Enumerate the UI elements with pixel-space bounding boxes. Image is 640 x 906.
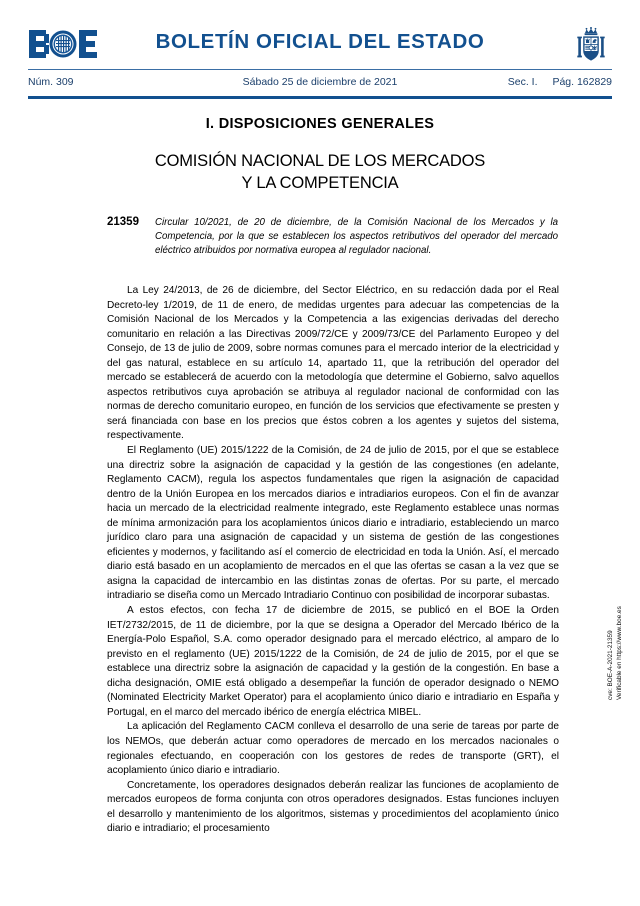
body-paragraph: A estos efectos, con fecha 17 de diciembre de 2015, se publicó en el BOE la Orden IET/2732/2015, de 11 de diciembre, por la que se designa a Operador del Mercado Ibérico de la Energía-Polo Español, S.A. como operador designado para el mercado eléctrico, al amparo de lo previsto en el reglamento (UE) 2015/1222 de la Comisión, de 24 de julio de 2015, por el que se establece una directriz sobre la asignación de capacidad y la gestión de la congestión. En base a dicha designación, OMIE está obligado a desempeñar la función de operador designado o NEMO (Nominated Electricity Market Operator) para el acoplamiento único diario e intradiario en España y Portugal, en el marco del mercado ibérico de energía eléctrica MIBEL. bbox=[107, 605, 559, 718]
entry-block bbox=[107, 216, 558, 259]
page-number: Pág. 162829 bbox=[552, 76, 612, 88]
header-meta-right bbox=[508, 76, 612, 88]
header-rule-thick bbox=[28, 96, 612, 99]
entry-number: 21359 bbox=[107, 216, 139, 228]
entry-summary: Circular 10/2021, de 20 de diciembre, de la Comisión Nacional de los Mercados y la Competencia, por la que se establecen los aspectos retributivos del operador del mercado eléctrico atribuidos por normativa europea al regulador nacional. bbox=[155, 217, 558, 257]
section-label: Sec. I. bbox=[507, 76, 538, 88]
body-paragraph: El Reglamento (UE) 2015/1222 de la Comisión, de 24 de julio de 2015, por el que se establece una directriz sobre la asignación de capacidad y la gestión de las congestiones (en adelante, Reglamento CACM), regula los aspectos fundamentales que rigen la asignación de capacidad dentro de la Unión Europea en los mercados diarios e intradiarios europeos. Con el fin de avanzar hacia un mercado de la electricidad realmente integrado, este Reglamento establece unas normas de mínima armonización para los acoplamientos únicos diario e intradiario, estableciendo un marco jurídico claro para una asignación de capacidad y un sistema de gestión de las congestiones eficientes y modernos, y facilitando así el comercio de electricidad en toda la Unión. Así, el mercado diario está basado en un acoplamiento de mercados en el que las ofertas se casan a la vez que se asigna la capacidad de intercambio en las distintas zonas de ofertas. Por su parte, el mercado intradiario se diseña como un Mercado Intradiario Continuo con posibilidad de incorporar subastas. bbox=[107, 445, 559, 602]
body-paragraph: Concretamente, los operadores designados deberán realizar las funciones de acoplamiento de mercados europeos de forma conjunta con otros operadores designados. Estas funciones incluyen el desarrollo y mantenimiento de los algoritmos, sistemas y procedimientos del acoplamiento único diario e intradiario; el procesamiento bbox=[107, 779, 559, 835]
verification-url: Verificable en https://www.boe.es bbox=[616, 606, 623, 700]
body-text bbox=[107, 284, 559, 837]
body-paragraph: La Ley 24/2013, de 26 de diciembre, del Sector Eléctrico, en su redacción dada por el Real Decreto-ley 1/2019, de 11 de enero, de medidas urgentes para adecuar las competencias de la Comisión Nacional de los Mercados y la Competencia a las exigencias derivadas del derecho comunitario en relación a las Directivas 2009/72/CE y 2009/73/CE del Parlamento Europeo y del Consejo, de 13 de julio de 2009, sobre normas comunes para el mercado interior de la electricidad y del gas natural, establece en su artículo 14, apartado 11, que la retribución del operador del mercado se establecerá de acuerdo con la metodología que determine el Gobierno, salvo aquellos aspectos retributivos cuya aprobación se atribuya al regulador nacional de conformidad con las normas de derecho comunitario europeo, en función de los servicios que efectivamente se presten y será financiada con base en los precios que éstos cobren a los agentes y sujetos del sistema, respectivamente. bbox=[107, 285, 559, 442]
issue-number: Núm. 309 bbox=[28, 76, 74, 88]
body-paragraph: La aplicación del Reglamento CACM conlleva el desarrollo de una serie de tareas por parte de los NEMOs, que deberán actuar como operadores de mercado en los mercados nacionales o regionales efectuando, en cooperación con los gestores de redes de transporte (GRT), el acoplamiento único diario e intradiario. bbox=[107, 721, 559, 777]
cve-margin-text bbox=[606, 500, 624, 700]
publication-date: Sábado 25 de diciembre de 2021 bbox=[242, 76, 398, 88]
header-meta-row bbox=[28, 76, 612, 94]
spain-coat-of-arms-icon bbox=[574, 26, 608, 64]
cve-code: cve: BOE-A-2021-21359 bbox=[607, 630, 614, 700]
organization-heading-line2: Y LA COMPETENCIA bbox=[241, 174, 399, 192]
section-heading: I. DISPOSICIONES GENERALES bbox=[205, 116, 435, 132]
organization-heading bbox=[0, 150, 640, 194]
organization-heading-line1: COMISIÓN NACIONAL DE LOS MERCADOS bbox=[154, 152, 486, 170]
header-rule-thin bbox=[28, 69, 612, 70]
masthead-title: BOLETÍN OFICIAL DEL ESTADO bbox=[155, 30, 485, 53]
masthead bbox=[0, 0, 640, 88]
